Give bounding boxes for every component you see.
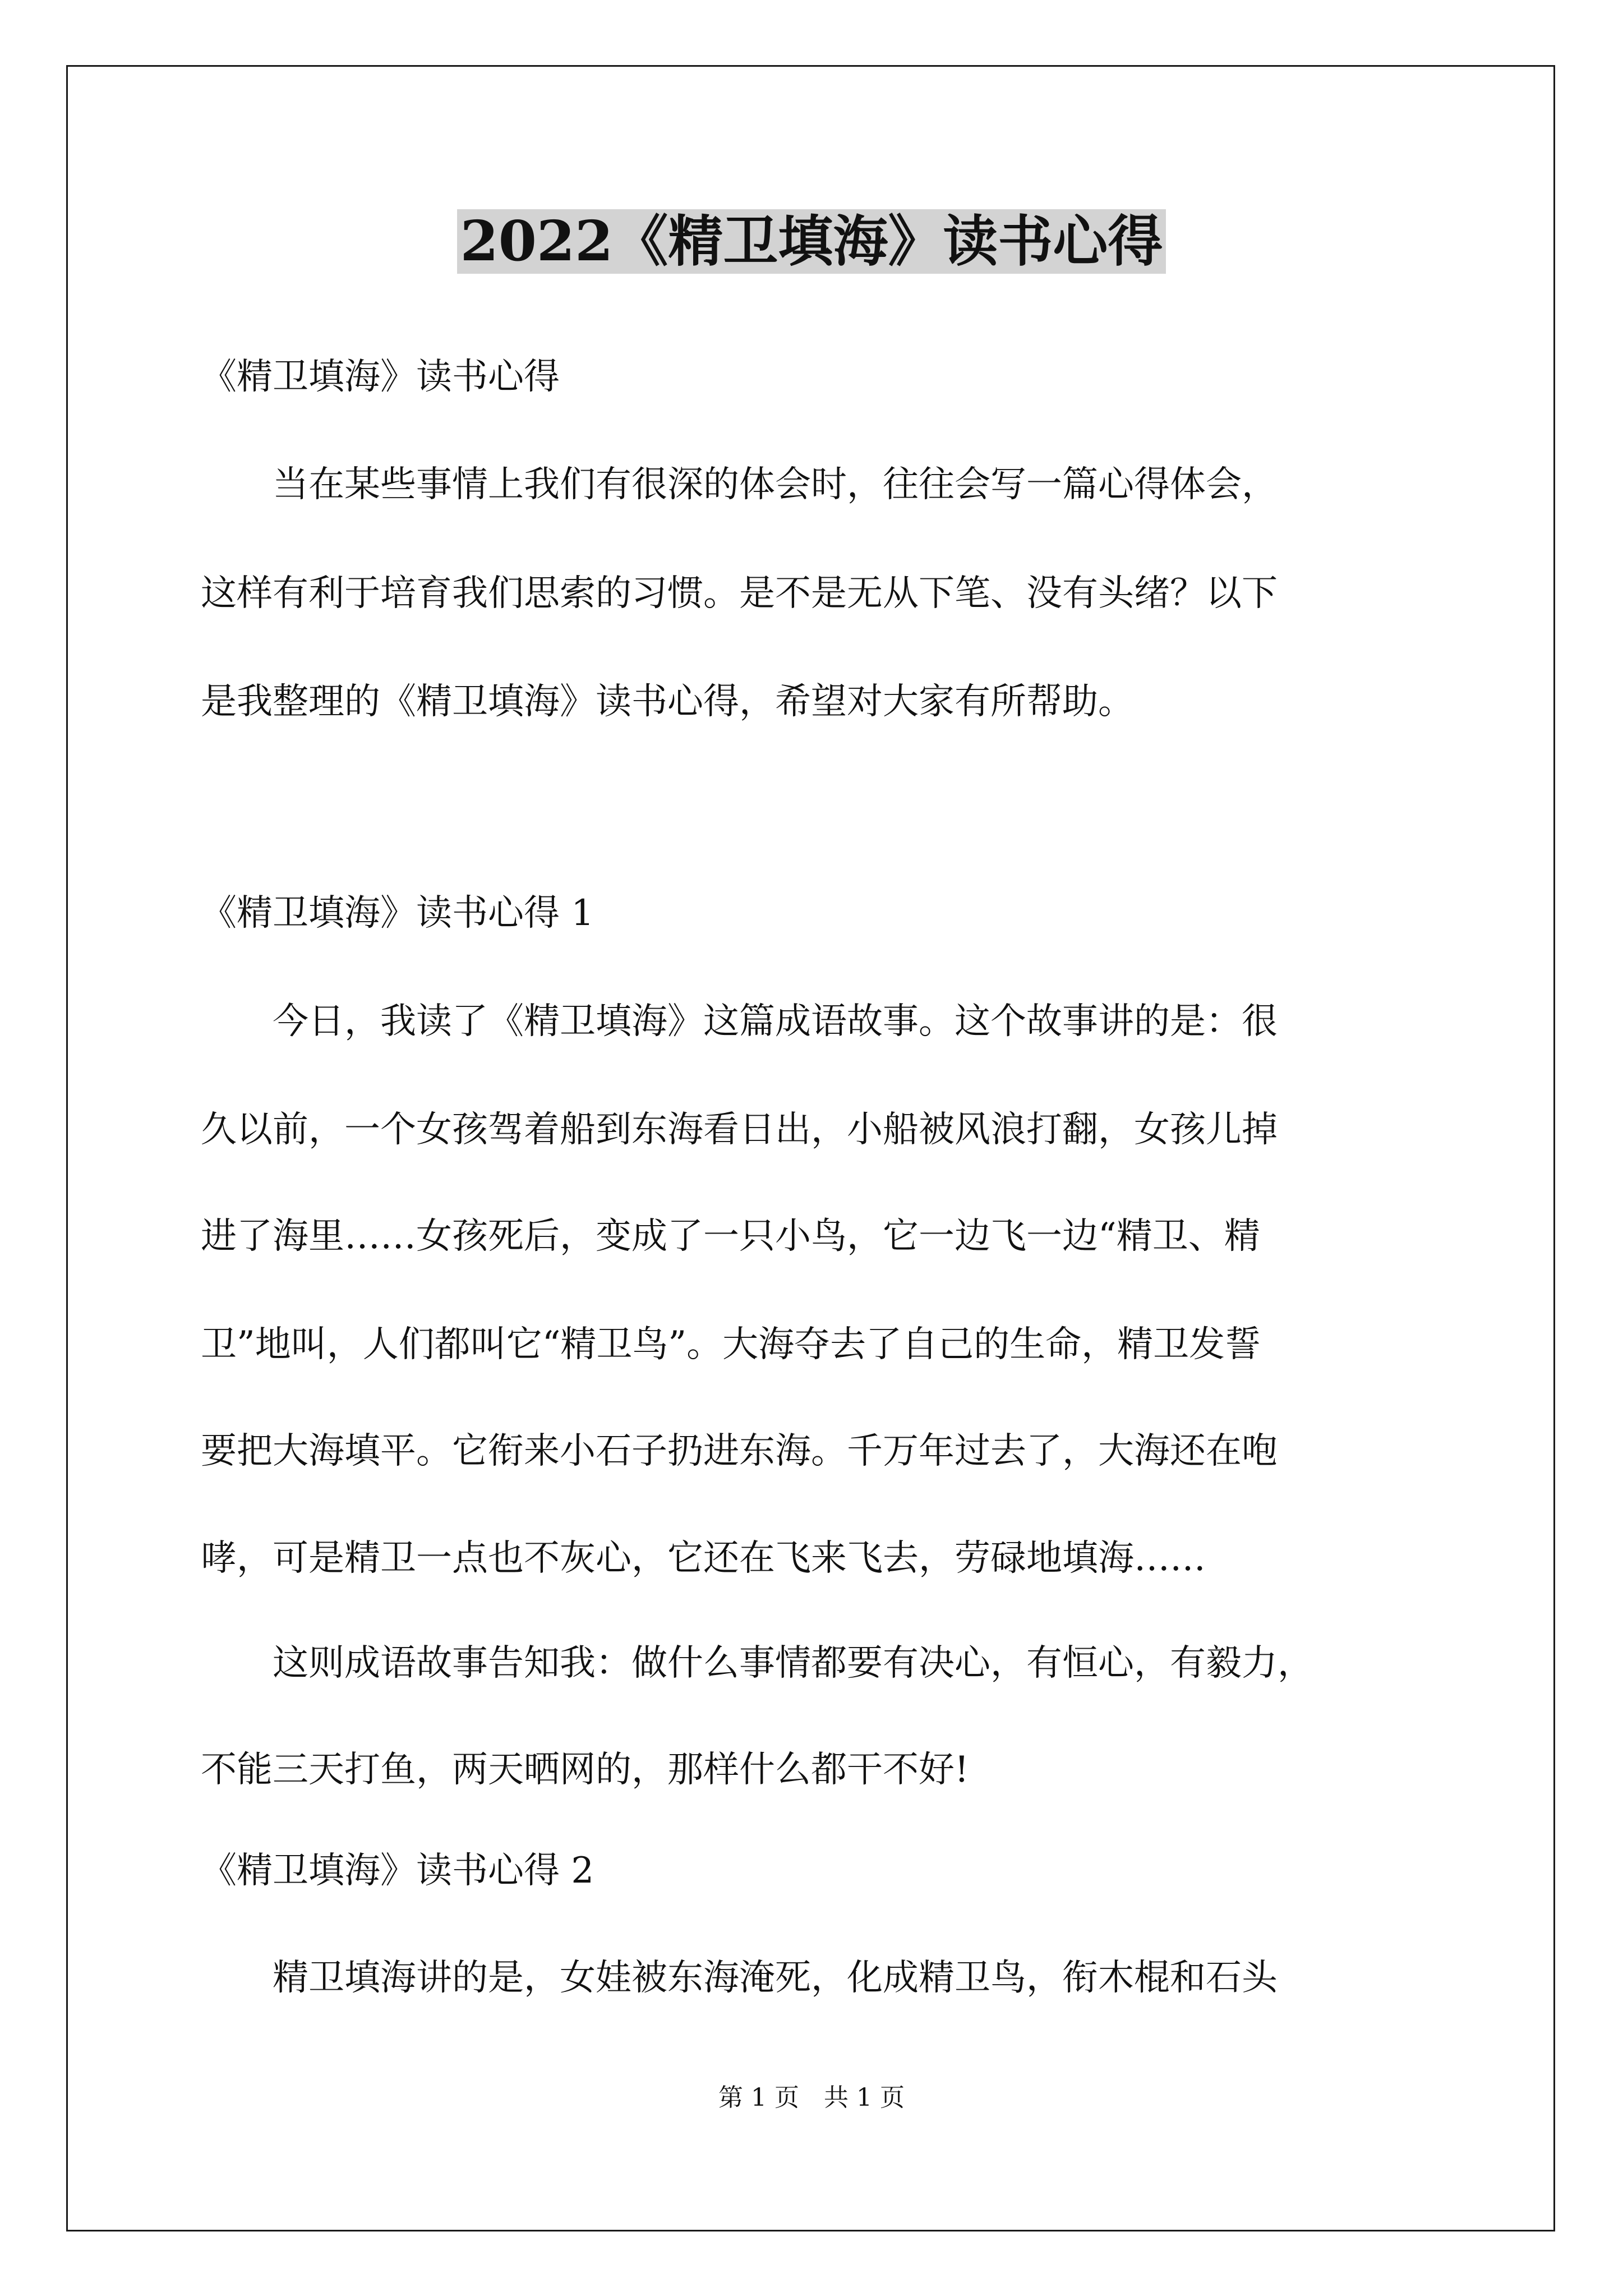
paragraph-line: 卫”地叫，人们都叫它“精卫鸟”。大海夺去了自己的生命，精卫发誓 [201,1324,1261,1365]
intro-line: 是我整理的《精卫填海》读书心得，希望对大家有所帮助。 [201,681,1134,723]
intro-line: 当在某些事情上我们有很深的体会时，往往会写一篇心得体会， [201,464,1278,505]
document-subtitle: 《精卫填海》读书心得 [201,356,560,398]
paragraph-line: 久以前，一个女孩驾着船到东海看日出，小船被风浪打翻，女孩儿掉 [201,1109,1278,1151]
paragraph-line: 精卫填海讲的是，女娃被东海淹死，化成精卫鸟，衔木棍和石头 [201,1957,1278,1999]
document-title-text: 2022《精卫填海》读书心得 [457,209,1166,274]
section-heading-1: 《精卫填海》读书心得 1 [201,892,594,934]
paragraph-line: 进了海里……女孩死后，变成了一只小鸟，它一边飞一边“精卫、精 [201,1216,1260,1257]
page-footer: 第 1 页 共 1 页 [718,2083,905,2112]
paragraph-line: 哮，可是精卫一点也不灰心，它还在飞来飞去，劳碌地填海…… [201,1538,1206,1579]
paragraph-line: 不能三天打鱼，两天晒网的，那样什么都干不好! [201,1749,969,1791]
document-title [0,209,1623,275]
paragraph-line: 这则成语故事告知我：做什么事情都要有决心，有恒心，有毅力， [201,1642,1313,1684]
intro-line: 这样有利于培育我们思索的习惯。是不是无从下笔、没有头绪？以下 [201,573,1278,614]
section-heading-2: 《精卫填海》读书心得 2 [201,1850,594,1892]
paragraph-line: 今日，我读了《精卫填海》这篇成语故事。这个故事讲的是：很 [201,1001,1278,1042]
paragraph-line: 要把大海填平。它衔来小石子扔进东海。千万年过去了，大海还在咆 [201,1430,1278,1472]
